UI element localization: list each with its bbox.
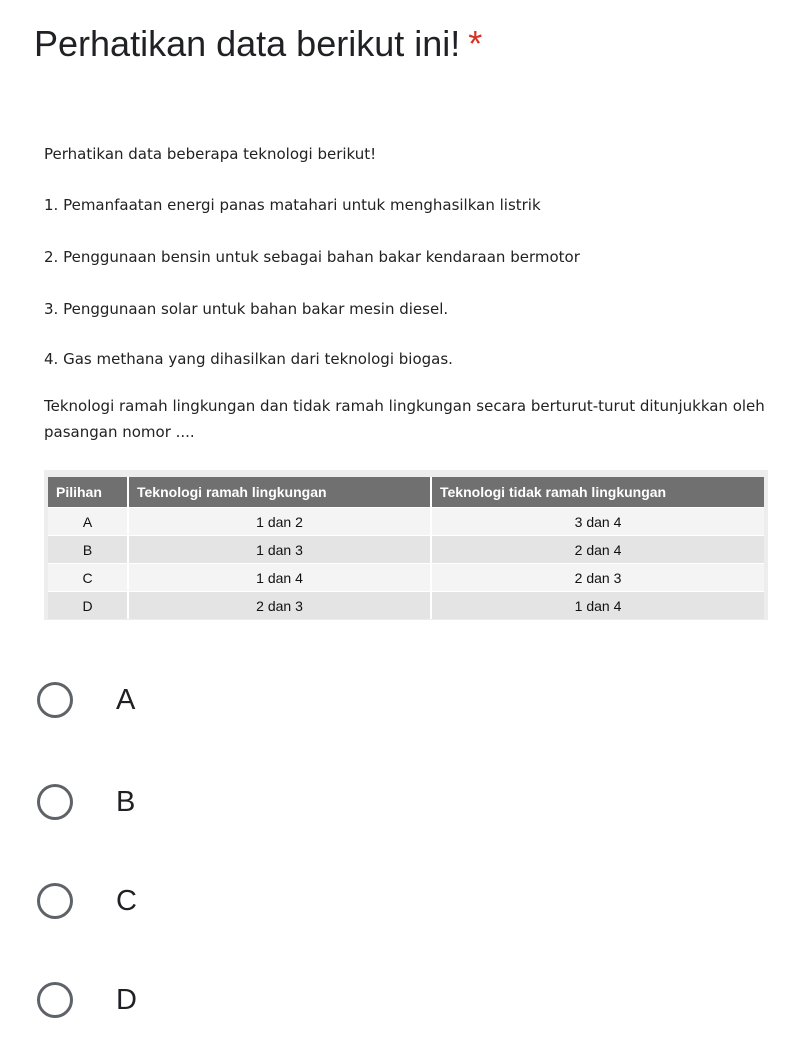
radio-button[interactable] (37, 883, 73, 919)
table-cell: 2 dan 3 (431, 564, 764, 592)
option-a[interactable] (37, 680, 135, 720)
column-header: Teknologi tidak ramah lingkungan (431, 477, 764, 508)
list-item: 3. Penggunaan solar untuk bahan bakar mesin diesel. (44, 300, 449, 318)
prompt-text: Teknologi ramah lingkungan dan tidak ramah lingkungan secara berturut-turut ditunjukkan oleh pasangan nomor .... (44, 397, 765, 441)
table-cell: 1 dan 2 (128, 508, 431, 536)
table-row (48, 592, 764, 620)
table-cell: 1 dan 4 (431, 592, 764, 620)
radio-button[interactable] (37, 784, 73, 820)
radio-button[interactable] (37, 682, 73, 718)
table-cell: 2 dan 3 (128, 592, 431, 620)
column-header: Teknologi ramah lingkungan (128, 477, 431, 508)
question-title-text: Perhatikan data berikut ini! (34, 23, 461, 64)
option-label: D (116, 983, 137, 1016)
table-cell: B (48, 536, 128, 564)
list-item: 4. Gas methana yang dihasilkan dari teknologi biogas. (44, 350, 453, 368)
table-row (48, 536, 764, 564)
data-table-container (44, 470, 768, 620)
option-c[interactable] (37, 881, 137, 921)
required-asterisk: * (468, 23, 483, 64)
option-b[interactable] (37, 782, 135, 822)
table-cell: 2 dan 4 (431, 536, 764, 564)
table-cell: 3 dan 4 (431, 508, 764, 536)
table-cell: C (48, 564, 128, 592)
option-label: B (116, 785, 136, 818)
question-title (34, 20, 482, 68)
column-header: Pilihan (48, 477, 128, 508)
data-table (48, 477, 764, 619)
intro-text: Perhatikan data beberapa teknologi berikut! (44, 145, 377, 163)
table-header-row (48, 477, 764, 508)
table-row (48, 564, 764, 592)
table-cell: D (48, 592, 128, 620)
table-cell: 1 dan 3 (128, 536, 431, 564)
option-d[interactable] (37, 980, 137, 1020)
option-label: C (116, 884, 137, 917)
radio-button[interactable] (37, 982, 73, 1018)
table-cell: A (48, 508, 128, 536)
table-row (48, 508, 764, 536)
list-item: 2. Penggunaan bensin untuk sebagai bahan bakar kendaraan bermotor (44, 248, 580, 266)
option-label: A (116, 683, 136, 716)
table-cell: 1 dan 4 (128, 564, 431, 592)
list-item: 1. Pemanfaatan energi panas matahari untuk menghasilkan listrik (44, 196, 541, 214)
